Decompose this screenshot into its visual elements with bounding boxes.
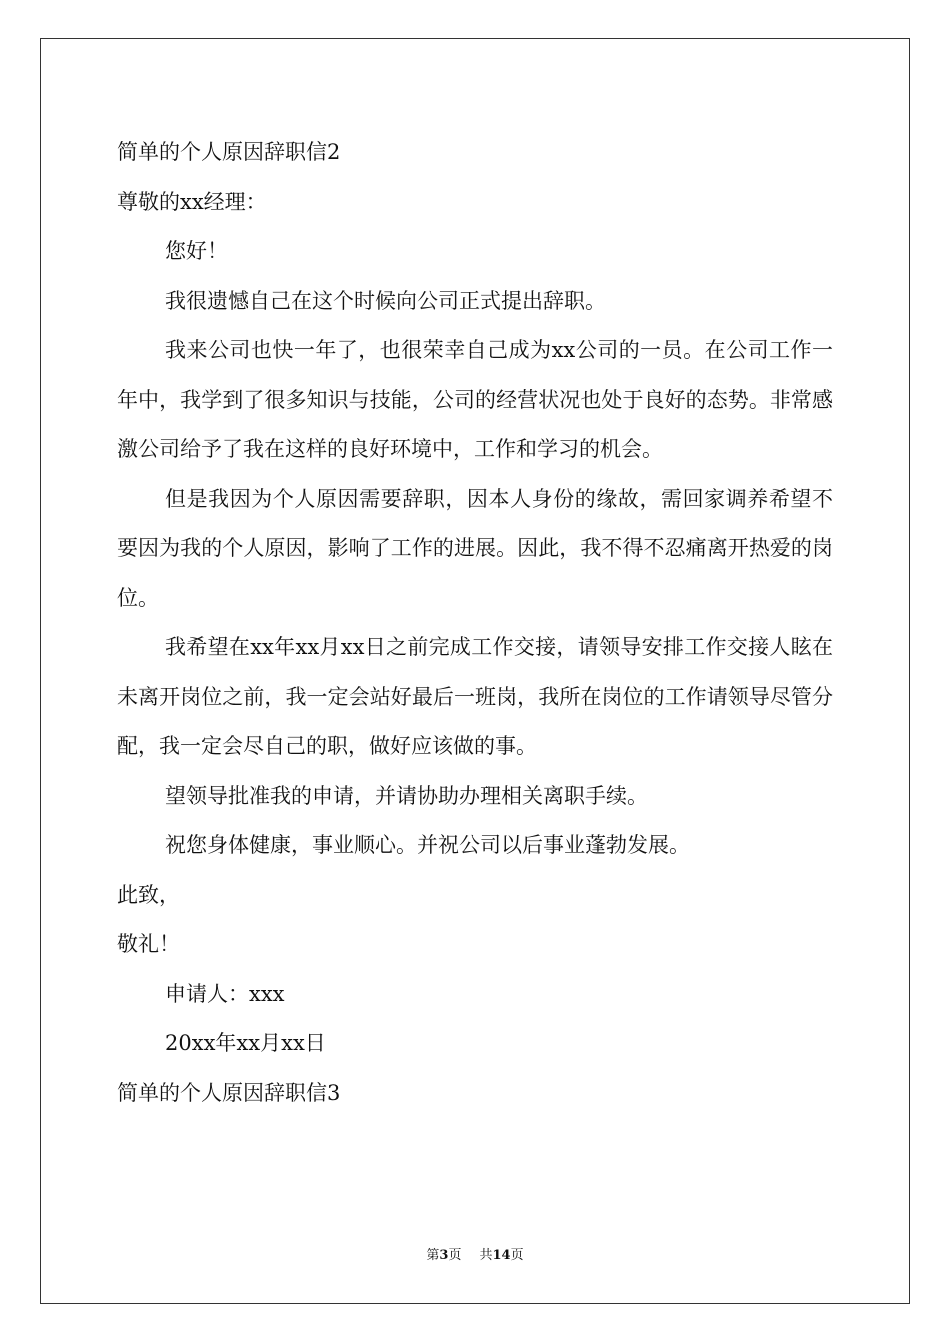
paragraph: 祝您身体健康，事业顺心。并祝公司以后事业蓬勃发展。 — [165, 833, 690, 857]
paragraph: 但是我因为个人原因需要辞职，因本人身份的缘故，需回家调养希望不要因为我的个人原因，影响了工作的进展。因此，我不得不忍痛离开热爱的岗位。 — [117, 486, 833, 610]
salutation: 尊敬的xx经理： — [117, 189, 267, 214]
page-number: 3 — [439, 1248, 449, 1263]
closing-line: 此致， — [117, 882, 180, 907]
total-prefix: 共 — [479, 1248, 493, 1263]
document-body — [117, 128, 833, 1118]
closing-line: 敬礼！ — [117, 932, 180, 956]
page-footer — [0, 1248, 950, 1264]
page-prefix: 第 — [426, 1248, 440, 1263]
letter-title: 简单的个人原因辞职信2 — [117, 140, 341, 164]
greeting: 您好！ — [165, 239, 228, 263]
paragraph: 我希望在xx年xx月xx日之前完成工作交接，请领导安排工作交接人眩在未离开岗位之前，我一定会站好最后一班岗，我所在岗位的工作请领导尽管分配，我一定会尽自己的职，做好应该做的事。 — [117, 635, 833, 758]
date-line: 20xx年xx月xx日 — [165, 1031, 326, 1055]
paragraph: 我来公司也快一年了，也很荣幸自己成为xx公司的一员。在公司工作一年中，我学到了很多知识与技能，公司的经营状况也处于良好的态势。非常感激公司给予了我在这样的良好环境中，工作和学习的机会。 — [117, 338, 833, 461]
total-suffix: 页 — [510, 1248, 524, 1263]
paragraph: 望领导批准我的申请，并请协助办理相关离职手续。 — [165, 783, 648, 808]
paragraph: 我很遗憾自己在这个时候向公司正式提出辞职。 — [165, 288, 606, 313]
next-letter-title: 简单的个人原因辞职信3 — [117, 1080, 341, 1105]
page-suffix: 页 — [448, 1248, 462, 1263]
page-total: 14 — [492, 1248, 511, 1263]
applicant-line: 申请人：xxx — [165, 981, 285, 1006]
